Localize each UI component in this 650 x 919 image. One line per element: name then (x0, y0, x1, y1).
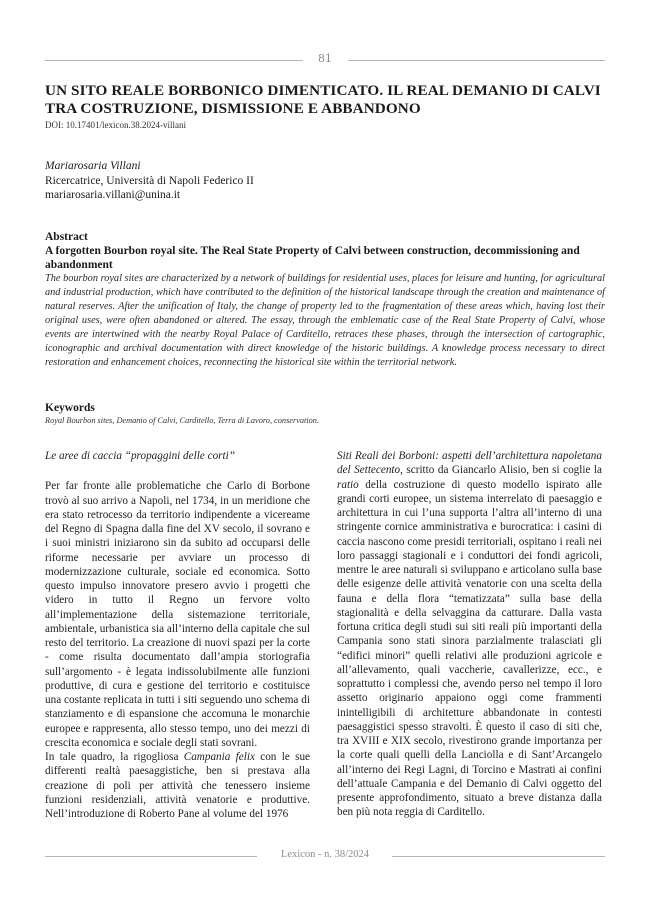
page-number: 81 (318, 52, 332, 65)
abstract-section (45, 230, 605, 370)
footer-rule-right (392, 856, 605, 857)
article-title: UN SITO REALE BORBONICO DIMENTICATO. IL REAL DEMANIO DI CALVI TRA COSTRUZIONE, DISMISSIONE E ABBANDONO (45, 82, 601, 117)
keywords-section (45, 401, 605, 427)
abstract-text: The bourbon royal sites are characterized by a network of buildings for residential uses, places for leisure and hunting, for agricultural and industrial production, which have contributed to the definition of the historical landscape through the creation and maintenance of natural reserves. After the unification of Italy, the change of property led to the fragmentation of these areas which, having lost their original uses, were often abandoned or altered. The essay, through the emblematic case of the Real State Property of Calvi, whose events are intertwined with the nearby Royal Palace of Carditello, retraces these phases, through the intersection of cartographic, iconographic and archival documentation with direct knowledge of the historic buildings. A knowledge process necessary to direct restoration and enhancement choices, reconnecting the historical site within the territorial network. (45, 273, 605, 368)
body-column-right (337, 449, 602, 820)
author-affiliation: Ricercatrice, Università di Napoli Federico II (45, 174, 254, 187)
keywords-list: Royal Bourbon sites, Demanio of Calvi, Carditello, Terra di Lavoro, conservation. (45, 416, 320, 425)
body-column-left (45, 449, 310, 821)
keywords-heading: Keywords (45, 402, 95, 414)
body-paragraph: Per far fronte alle problematiche che Carlo di Borbone trovò al suo arrivo a Napoli, nel 1734, in un meridione che era stato retrocesso da territorio indipendente a vicereame del Regno di Spagna dalla fine del XV secolo, il sovrano e i suoi ministri iniziarono sin da subito ad occuparsi delle riforme necessarie per avviare un processo di modernizzazione culturale, sociale ed economica. Sotto questo impulso innovatore presero avvio i progetti che videro in tutto il Regno un fervore volto all’implementazione della sistemazione territoriale, ambientale, urbanistica sia all’interno della capitale che sul resto del territorio. La creazione di nuovi spazi per la corte - come risulta documentato dall’ampia storiografia sull’argomento - è legata indissolubilmente alle funzioni produttive, di cura e gestione del territorio e costituisce una costante replicata in tutti i siti seguendo uno schema di stanziamento e di espansione che accomuna le monarchie europee e rappresenta, allo stesso tempo, uno dei mezzi di crescita economica e sociale degli stati sovrani. (45, 480, 310, 749)
author-name: Mariarosaria Villani (45, 160, 141, 172)
header-rule-right (348, 60, 605, 61)
author-email[interactable]: mariarosaria.villani@unina.it (45, 189, 181, 201)
section-heading: Le aree di caccia “propaggini delle corti” (45, 450, 235, 462)
author-block (45, 159, 254, 203)
abstract-heading: Abstract (45, 231, 88, 243)
footer-journal: Lexicon - n. 38/2024 (280, 849, 370, 860)
body-paragraph: In tale quadro, la rigogliosa Campania felix con le sue differenti realtà paesaggistiche, ben si prestava alla creazione di poli per attività che tenessero insieme funzioni residenziali, attività venatorie e produttive. Nell’introduzione di Roberto Pane al volume del 1976 (45, 751, 311, 820)
abstract-english-title: A forgotten Bourbon royal site. The Real State Property of Calvi between construction, decommissioning and abandonment (45, 245, 580, 271)
doi-link[interactable]: DOI: 10.17401/lexicon.38.2024-villani (45, 120, 186, 130)
body-paragraph: Siti Reali dei Borboni: aspetti dell’architettura napoletana del Settecento, scritto da Giancarlo Alisio, ben si coglie la ratio della costruzione di questo modello ispirato alle grandi corti europee, un sistema interrelato di paesaggio e architettura in cui l’una supporta l’altra all’interno di una stringente cornice amministrativa e burocratica: i casini di caccia nascono come presidi territoriali, ospitano i reali nei loro passaggi stagionali e i conduttori dei fondi agricoli, mentre le aree naturali si sviluppano e articolano sulla base delle esigenze delle attività venatorie con una scelta della fauna e della flora “tematizzata” sulla base della stagionalità e della selvaggina da catturare. Dalla vasta fortuna critica degli studi sui siti reali più importanti della Campania sono stati sinora parzialmente tralasciati gli “edifici minori” quelli relativi alle produzioni agricole e all’allevamento, quali vaccherie, cavallerizze, ecc., e soprattutto i complessi che, avendo perso nel tempo il loro assetto originario appaiono oggi come frammenti inintelligibili di architetture abbandonate in contesti paesaggistici spesso stravolti. È questo il caso di siti che, tra XVIII e XIX secolo, rivestirono grande importanza per la corte quali quelli della Lanciolla e di Sant’Arcangelo all’interno dei Regi Lagni, di Torcino e Mastrati ai confini dell’attuale Campania e del Demanio di Calvi oggetto del presente approfondimento, situato a breve distanza dalla ben più nota reggia di Carditello. (337, 450, 602, 819)
